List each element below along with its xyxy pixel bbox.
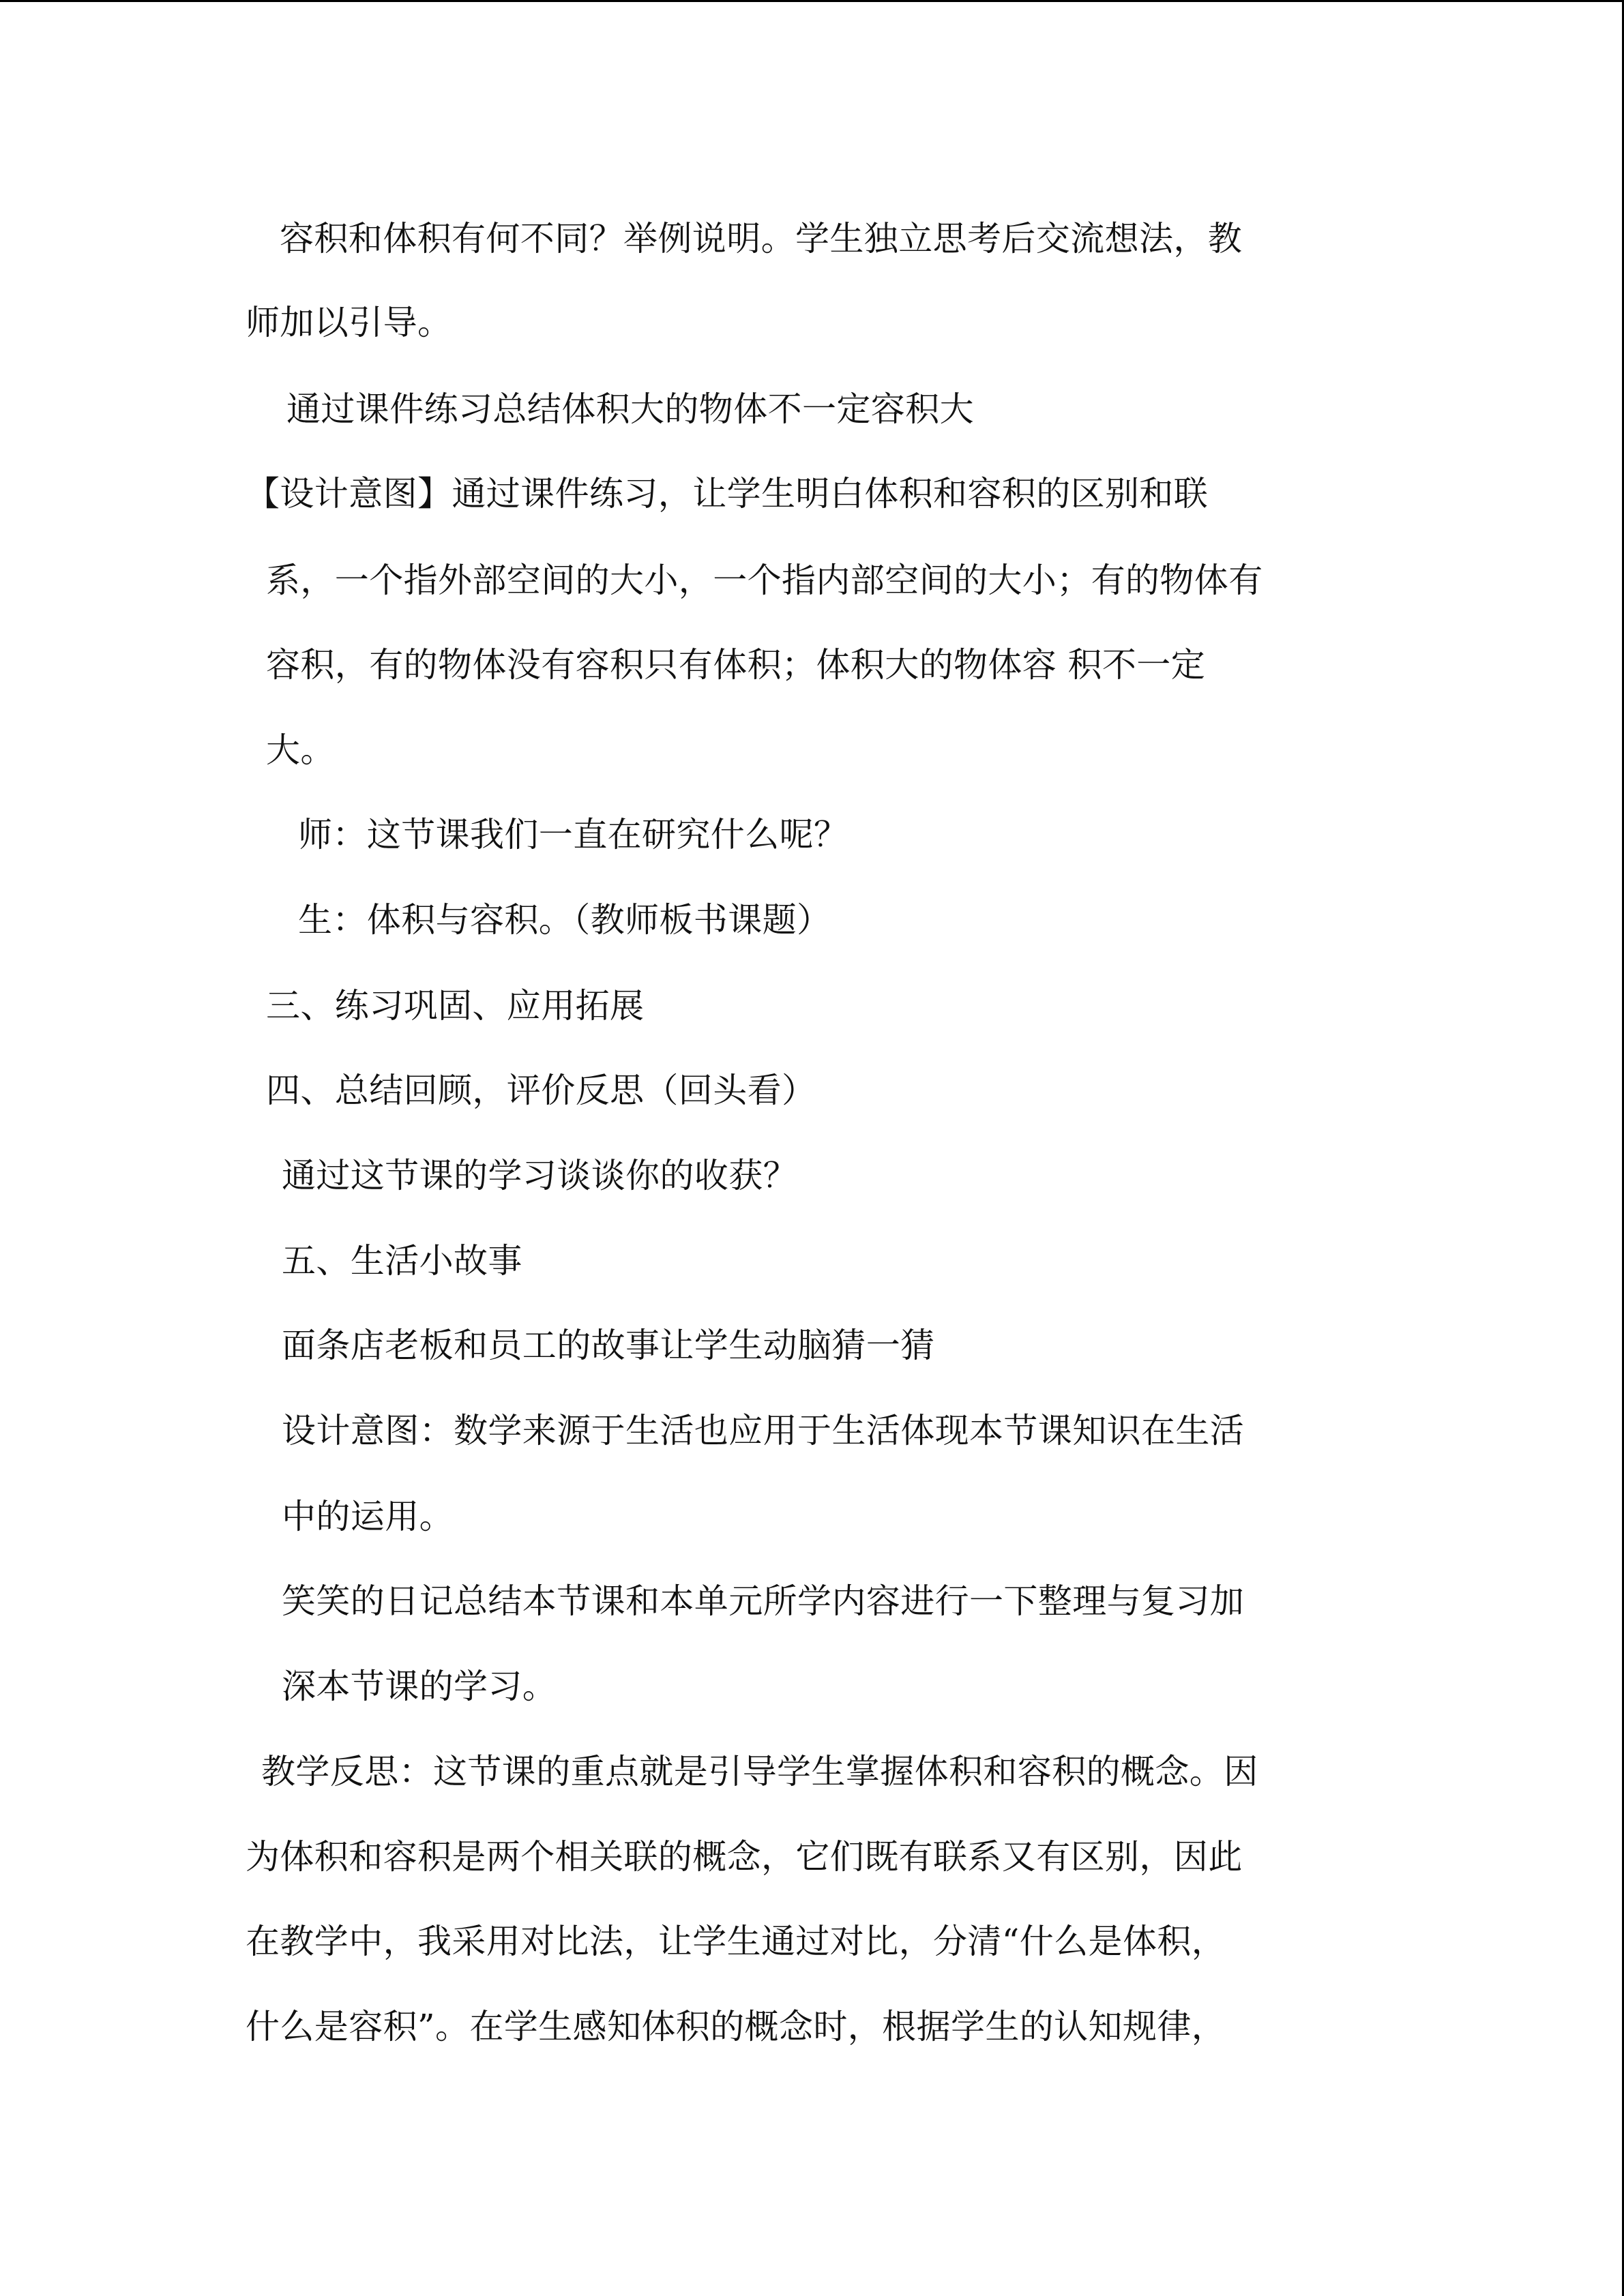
text-line: 师：这节课我们一直在研究什么呢？	[298, 815, 848, 854]
text-line: 容积和体积有何不同？举例说明。学生独立思考后交流想法，教	[280, 219, 1243, 258]
text-line: 生：体积与容积。（教师板书课题）	[298, 900, 831, 940]
text-line: 容积，有的物体没有容积只有体积；体积大的物体容 积不一定	[266, 645, 1206, 685]
text-line: 通过这节课的学习谈谈你的收获？	[282, 1156, 797, 1195]
text-line: 【设计意图】通过课件练习，让学生明白体积和容积的区别和联	[246, 474, 1209, 513]
section-heading: 五、生活小故事	[282, 1241, 522, 1281]
text-line: 设计意图：数学来源于生活也应用于生活体现本节课知识在生活	[282, 1411, 1245, 1450]
section-heading: 三、练习巩固、应用拓展	[266, 986, 645, 1026]
text-line: 师加以引导。	[246, 303, 452, 342]
text-line: 中的运用。	[282, 1497, 454, 1536]
text-line: 面条店老板和员工的故事让学生动脑猜一猜	[282, 1326, 935, 1365]
text-line: 深本节课的学习。	[282, 1667, 557, 1706]
text-line: 教学反思：这节课的重点就是引导学生掌握体积和容积的概念。因	[261, 1752, 1258, 1791]
text-line: 笑笑的日记总结本节课和本单元所学内容进行一下整理与复习加	[282, 1581, 1245, 1621]
text-line: 在教学中，我采用对比法，让学生通过对比，分清“什么是体积，	[246, 1922, 1226, 1961]
section-heading: 四、总结回顾，评价反思（回头看）	[266, 1071, 816, 1110]
page-border-top	[0, 0, 1624, 2]
text-line: 系，一个指外部空间的大小，一个指内部空间的大小；有的物体有	[266, 561, 1263, 600]
text-line: 大。	[266, 730, 335, 770]
text-line: 什么是容积”。在学生感知体积的概念时，根据学生的认知规律，	[246, 2007, 1226, 2046]
text-line: 为体积和容积是两个相关联的概念，它们既有联系又有区别，因此	[246, 1837, 1243, 1877]
text-line: 通过课件练习总结体积大的物体不一定容积大	[286, 389, 974, 429]
